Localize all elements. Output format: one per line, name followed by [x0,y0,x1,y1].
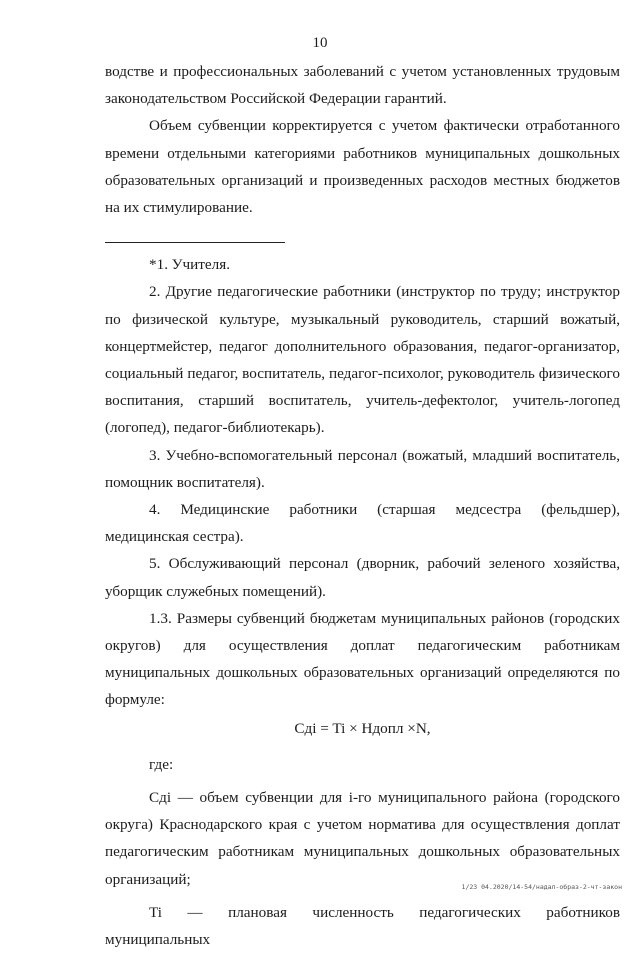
paragraph-1-3: 1.3. Размеры субвенций бюджетам муниципальных районов (городских округов) для осуществления доплат педагогическим работникам муниципальных дошкольных образовательных организаций определяются по формуле: [105,609,620,709]
page-number: 10 [312,35,328,51]
document-footer-code: 1/23 04.2020/14-54/надал-образ-2-чт-закон [461,883,622,891]
definition-cdi: Cдi — объем субвенции для i-го муниципального района (городского округа) Краснодарского края с учетом норматива для осуществления доплат педагогическим работникам муниципальных дошкольных образовательных организаций; [105,789,620,888]
footnote-item-support-staff: 3. Учебно-вспомогательный персонал (вожатый, младший воспитатель, помощник воспитателя). [105,446,620,491]
document-body [105,58,620,953]
footnote-item-service-staff: 5. Обслуживающий персонал (дворник, рабочий зеленого хозяйства, уборщик служебных помещений). [105,555,620,600]
footnote-item-other-pedagogical: 2. Другие педагогические работники (инструктор по труду; инструктор по физической культуре, музыкальный руководитель, старший вожатый, концертмейстер, педагог дополнительного образования, педагог-организатор, социальный педагог, воспитатель, педагог-психолог, руководитель физического воспитания, старший воспитатель, учитель-дефектолог, учитель-логопед (логопед), педагог-библиотекарь). [105,283,620,437]
footnote-item-teachers: *1. Учителя. [149,256,231,274]
definition-ti: Ti — плановая численность педагогических работников муниципальных [105,903,620,949]
where-label: где: [149,755,174,773]
paragraph-continuation: водстве и профессиональных заболеваний с учетом установленных трудовым законодательством Российской Федерации гарантий. [105,63,620,108]
formula: Cдi = Ti × Hдопл ×N, [294,719,431,737]
footnote-item-medical: 4. Медицинские работники (старшая медсестра (фельдшер), медицинская сестра). [105,501,620,546]
paragraph-subvention-adjustment: Объем субвенции корректируется с учетом фактически отработанного времени отдельными категориями работников муниципальных дошкольных образовательных организаций и произведенных расходов местных бюджетов на их стимулирование. [105,117,620,217]
footnote-separator [105,242,285,243]
